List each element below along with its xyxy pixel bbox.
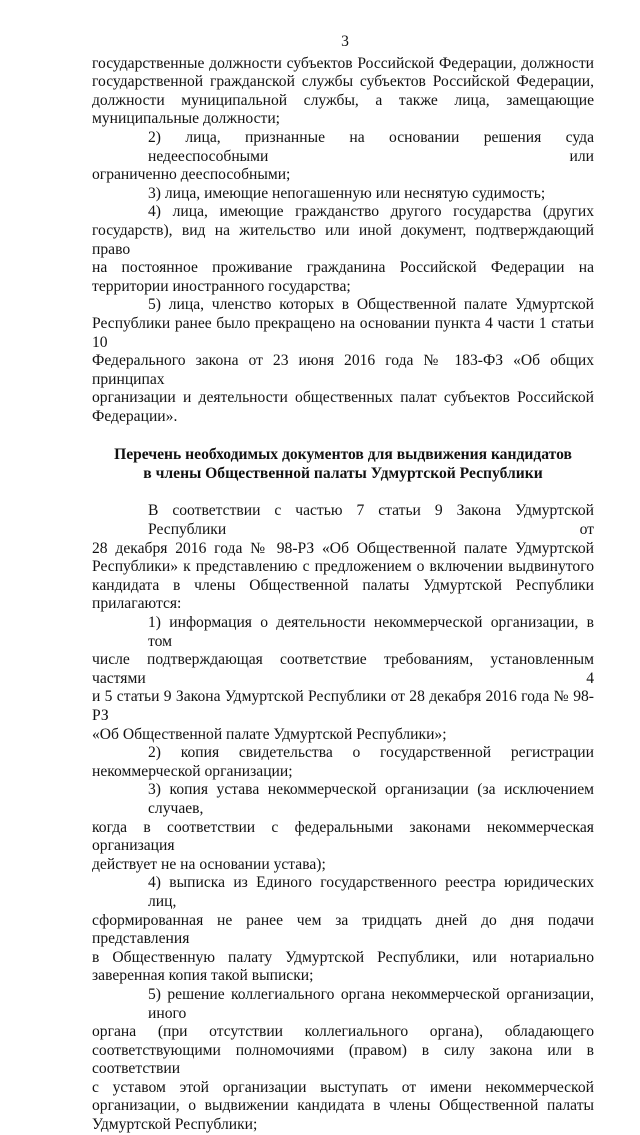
spacer (92, 483, 594, 502)
text-line: 5) решение коллегиального органа некоммерческой организации, иного (148, 985, 594, 1022)
section-heading (92, 445, 594, 483)
text-line: 2) лица, признанные на основании решения суда недееспособными или (148, 128, 594, 165)
section-required-documents (92, 502, 594, 1134)
section-ineligible-persons (92, 55, 594, 427)
text-line: заверенная копия такой выписки; (92, 967, 314, 985)
spacer (92, 426, 594, 445)
text-line: прилагаются: (92, 595, 182, 613)
heading-line-1: Перечень необходимых документов для выдвижения кандидатов (114, 446, 572, 464)
text-line: сформированная не ранее чем за тридцать дней до дня подачи представления (92, 911, 594, 948)
text-line: 5) лица, членство которых в Общественной палате Удмуртской (148, 296, 594, 314)
text-line: числе подтверждающая соответствие требованиям, установленным частями 4 (92, 651, 594, 687)
text-line: на постоянное проживание гражданина Российской Федерации на (92, 259, 594, 277)
text-line: 3) лица, имеющие непогашенную или неснятую судимость; (148, 184, 546, 202)
text-line: В соответствии с частью 7 статьи 9 Закона Удмуртской Республики от (148, 502, 594, 539)
text-line: Федерального закона от 23 июня 2016 года № 183-ФЗ «Об общих принципах (92, 352, 594, 388)
text-line: действует не на основании устава); (92, 855, 326, 873)
text-line: 2) копия свидетельства о государственной регистрации (148, 744, 594, 762)
text-line: органа (при отсутствии коллегиального органа), обладающего (92, 1023, 594, 1041)
text-line: Удмуртской Республики; (92, 1116, 258, 1134)
text-line: должности муниципальной службы, а также лица, замещающие (92, 91, 594, 109)
text-line: муниципальные должности; (92, 110, 281, 128)
text-line: территории иностранного государства; (92, 277, 351, 295)
text-line: 3) копия устава некоммерческой организации (за исключением случаев, (148, 781, 594, 817)
text-line: в Общественную палату Удмуртской Республики, или нотариально (92, 948, 594, 966)
text-line: Республики ранее было прекращено на основании пункта 4 части 1 статьи 10 (92, 314, 594, 351)
text-line: кандидата в члены Общественной палаты Удмуртской Республики (92, 576, 594, 594)
text-line: государственной гражданской службы субъектов Российской Федерации, (92, 73, 594, 91)
text-line: 1) информация о деятельности некоммерческой организации, в том (148, 614, 594, 650)
text-line: организации, о выдвижении кандидата в члены Общественной палаты (92, 1097, 594, 1115)
text-line: Федерации». (92, 407, 178, 425)
text-line: 28 декабря 2016 года № 98-РЗ «Об Общественной палате Удмуртской (92, 539, 594, 557)
text-line: 4) лица, имеющие гражданство другого государства (других (148, 203, 594, 221)
text-line: 4) выписка из Единого государственного реестра юридических лиц, (148, 874, 594, 910)
document-page (92, 33, 594, 1135)
text-line: Республики» к представлению с предложением о включении выдвинутого (92, 558, 594, 576)
text-line: государственные должности субъектов Российской Федерации, должности (92, 54, 594, 72)
text-line: и 5 статьи 9 Закона Удмуртской Республики от 28 декабря 2016 года № 98-РЗ (92, 688, 594, 724)
text-line: когда в соответствии с федеральными законами некоммерческая организация (92, 818, 594, 855)
text-line: некоммерческой организации; (92, 762, 293, 780)
heading-line-2: в члены Общественной палаты Удмуртской Республики (143, 465, 543, 483)
text-line: с уставом этой организации выступать от имени некоммерческой (92, 1078, 594, 1096)
text-line: «Об Общественной палате Удмуртской Республики»; (92, 725, 447, 743)
text-line: государств), вид на жительство или иной документ, подтверждающий право (92, 221, 594, 258)
text-line: организации и деятельности общественных палат субъектов Российской (92, 389, 594, 407)
page-number: 3 (341, 33, 349, 50)
text-line: ограниченно дееспособными; (92, 166, 291, 184)
text-line: соответствующими полномочиями (правом) в силу закона или в соответствии (92, 1041, 594, 1078)
